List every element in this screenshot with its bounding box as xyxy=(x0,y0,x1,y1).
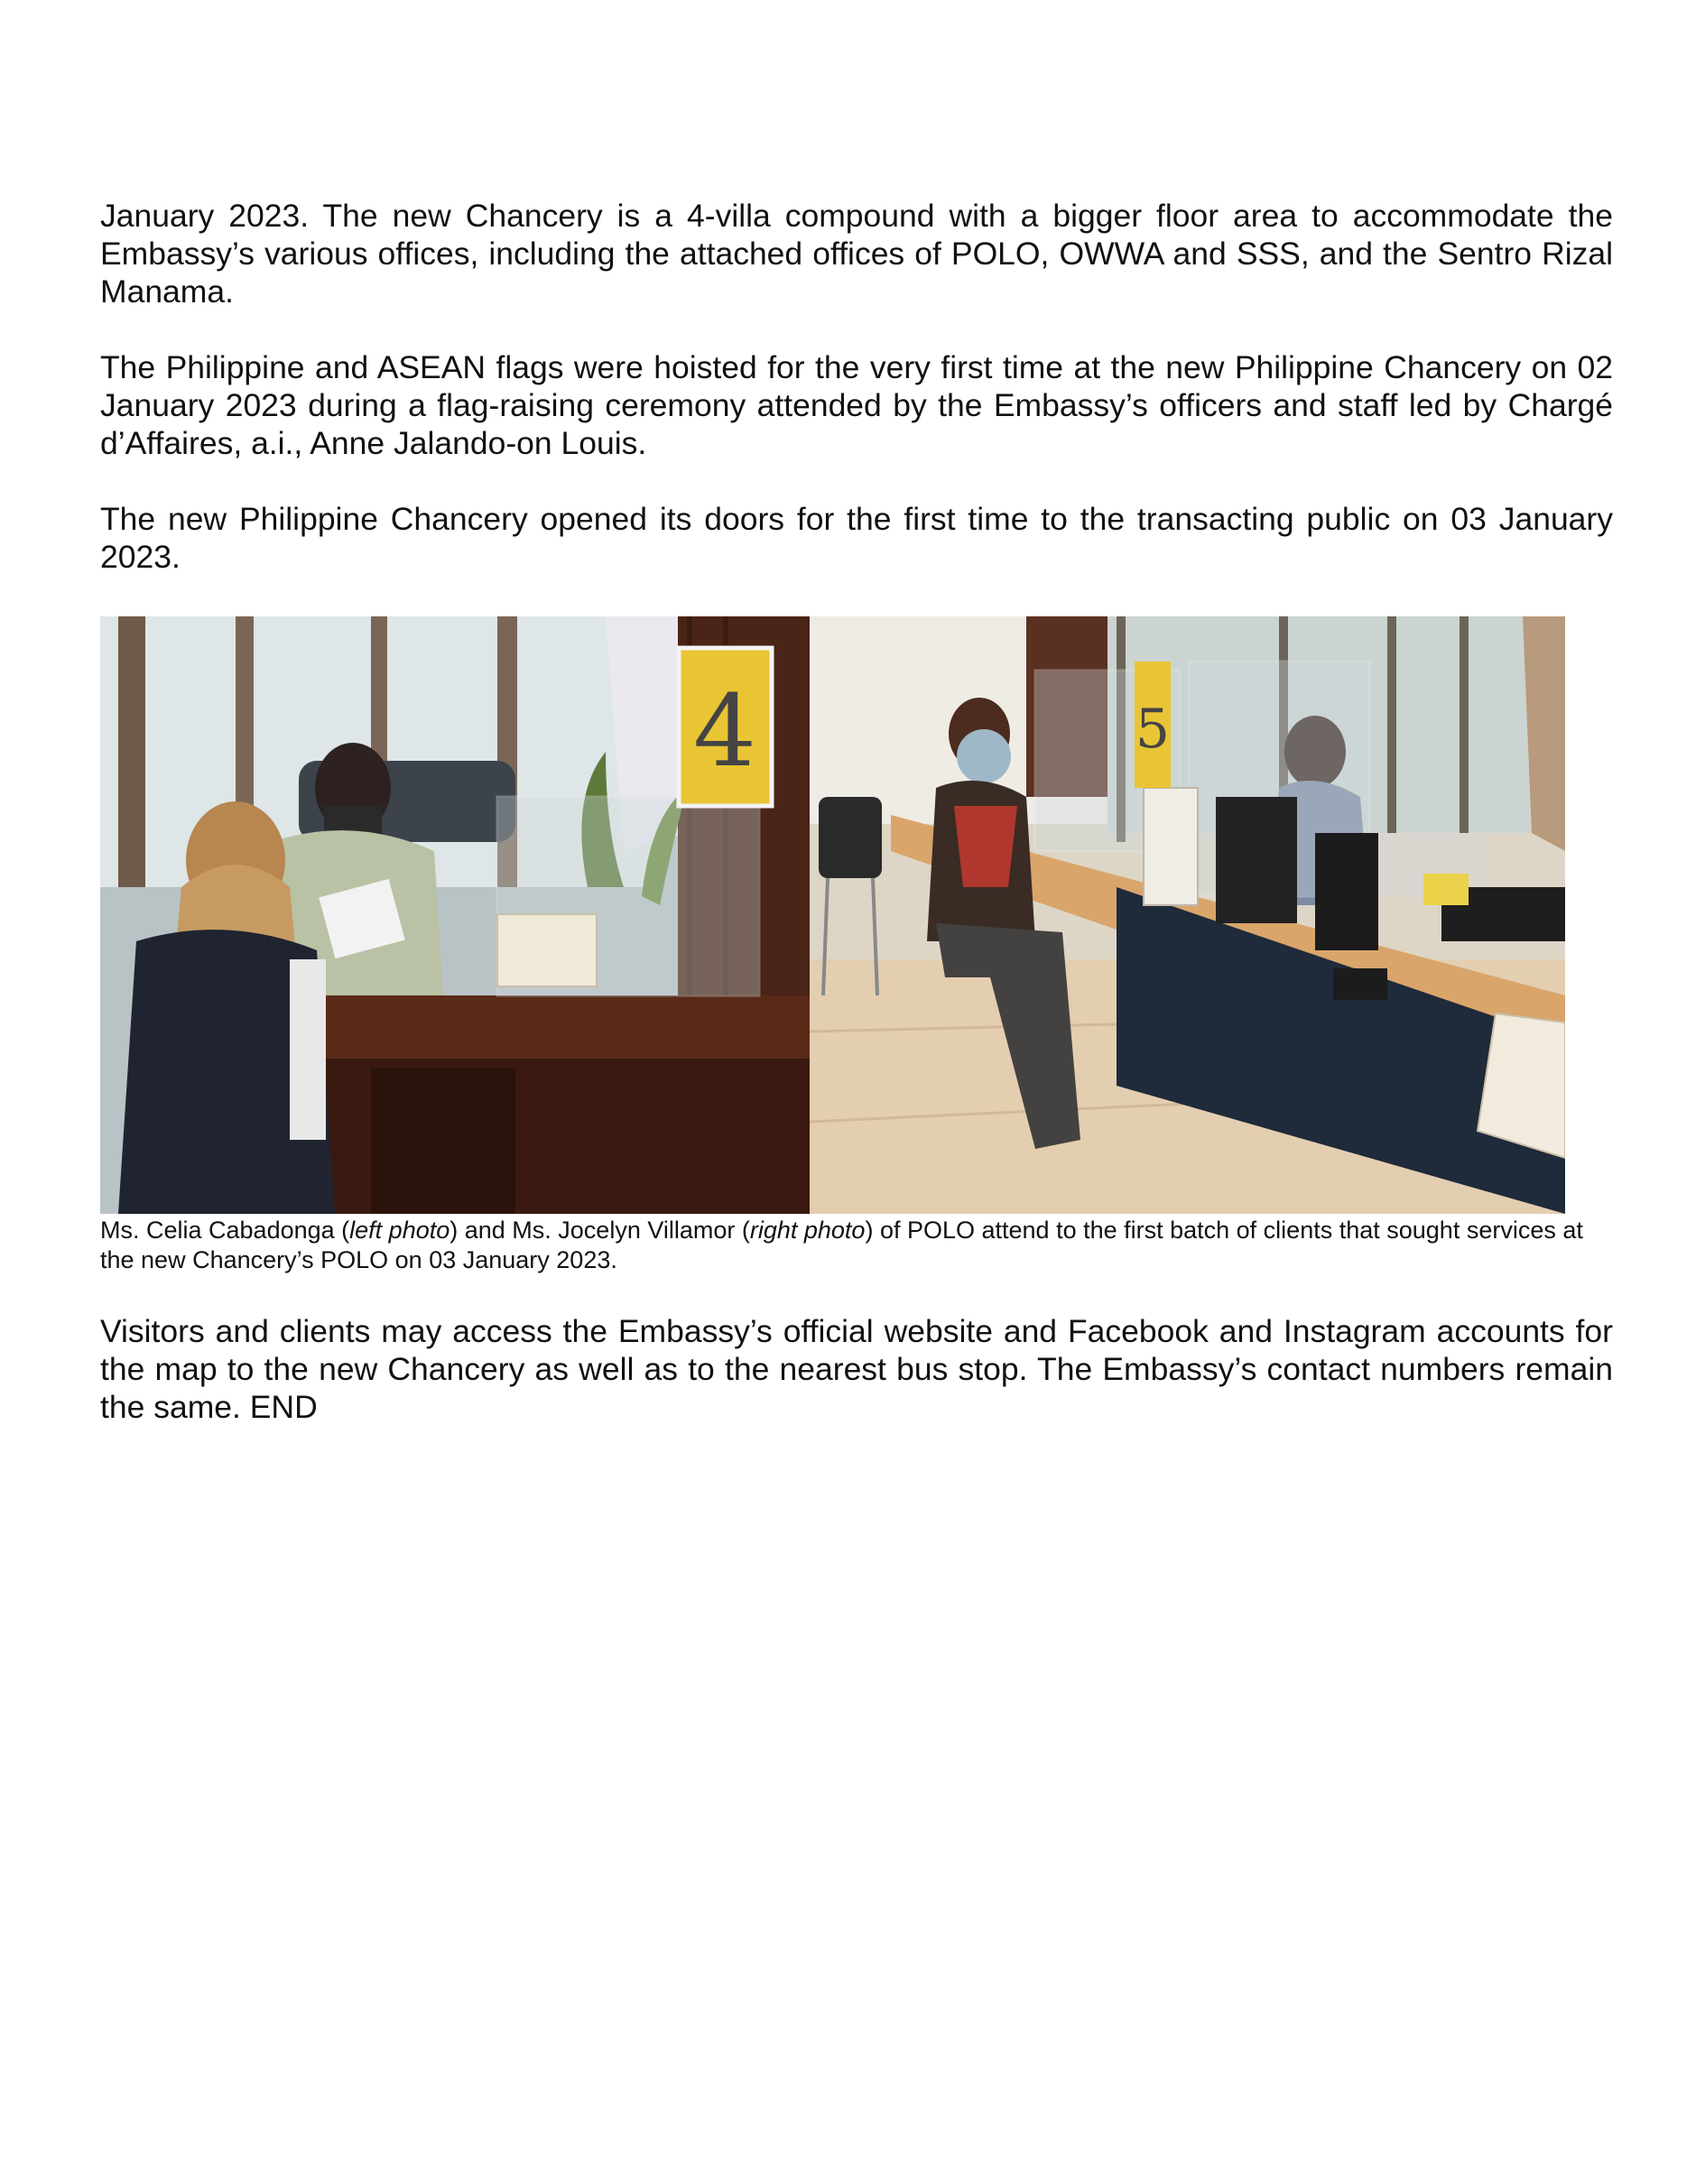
paragraph-flag-raising: The Philippine and ASEAN flags were hoisted for the very first time at the new Philippine Chancery on 02 January 2023 during a flag-raising ceremony attended by the Embassy’s officers and staff led by Chargé d’Affaires, a.i., Anne Jalando-on Louis. xyxy=(100,349,1613,461)
paragraph-chancery-compound: January 2023. The new Chancery is a 4-villa compound with a bigger floor area to accommodate the Embassy’s various offices, including the attached offices of POLO, OWWA and SSS, and the Sentro Rizal Manama. xyxy=(100,198,1613,310)
paragraph-website-access: Visitors and clients may access the Embassy’s official website and Facebook and Instagram accounts for the map to the new Chancery as well as to the nearest bus stop. The Embassy’s contact numbers remain the same. END xyxy=(100,1313,1613,1425)
photo-pair xyxy=(100,616,1565,1214)
counter-number-4: 4 xyxy=(693,673,756,789)
caption-right-label: right photo xyxy=(749,1217,866,1244)
caption-part-1: Ms. Celia Cabadonga ( xyxy=(100,1217,350,1244)
paragraph-doors-opened: The new Philippine Chancery opened its doors for the first time to the transacting public on 03 January 2023. xyxy=(100,501,1613,575)
photo-caption xyxy=(100,1216,1613,1275)
caption-part-2: ) and Ms. Jocelyn Villamor ( xyxy=(449,1217,750,1244)
right-photo xyxy=(810,616,1565,1214)
caption-left-label: left photo xyxy=(349,1217,450,1244)
counter-number-5: 5 xyxy=(1135,698,1171,761)
caption-part-3: ) of POLO attend to the first batch of clients that sought services at the new Chancery’s POLO on 03 January 2023. xyxy=(100,1217,1583,1273)
left-photo xyxy=(100,616,810,1214)
